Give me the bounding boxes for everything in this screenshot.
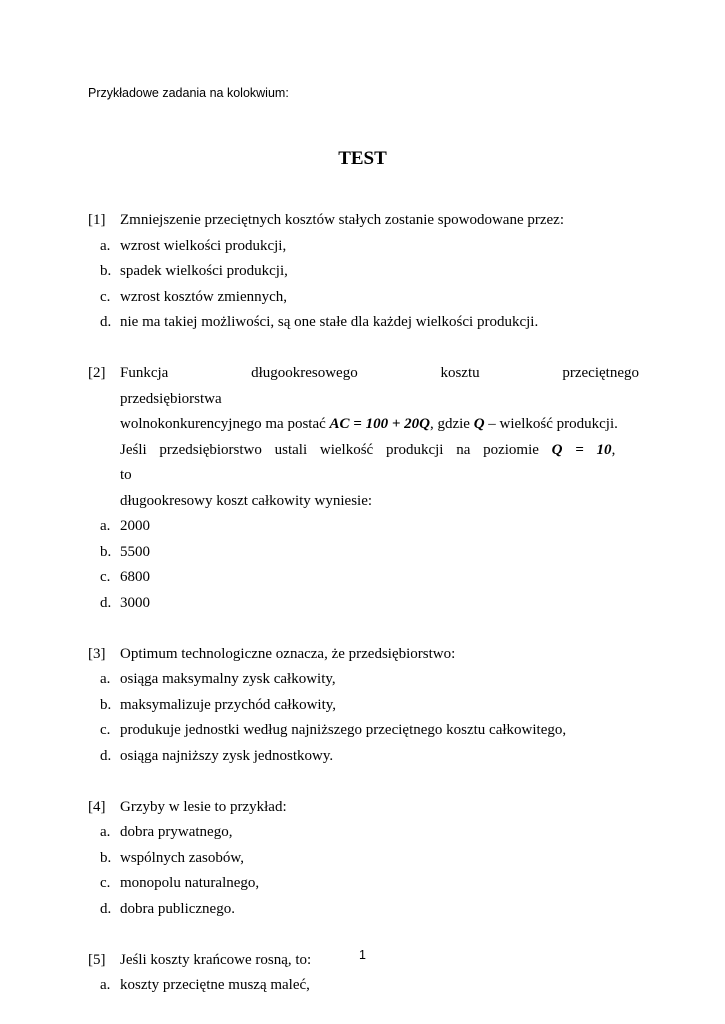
answer-c [88,285,639,311]
answer-b [88,846,639,872]
page-header: Przykładowe zadania na kolokwium: [88,86,289,100]
question-text: Jeśli koszty krańcowe rosną, to: [120,951,312,968]
answer-letter: a. [100,518,111,534]
test-content [88,208,639,1024]
answer-letter: d. [100,314,112,330]
page-number: 1 [359,948,366,962]
question-text-line-1: Funkcja długookresowego kosztu przeciętnego przedsiębiorstwa [120,365,639,407]
answer-c [88,718,639,744]
answer-letter: b. [100,849,112,866]
variable-q: Q [473,416,485,432]
question-1 [88,208,639,336]
answer-text: wspólnych zasobów, [120,849,245,866]
answer-text: wzrost wielkości produkcji, [120,237,287,254]
answer-text: nie ma takiej możliwości, są one stałe dla każdej wielkości produkcji. [120,314,539,330]
answer-a [88,514,639,540]
equation-q: Q = 10 [551,441,612,458]
answer-letter: c. [100,288,111,305]
question-4 [88,795,639,923]
answer-d [88,897,639,923]
answer-c [88,871,639,897]
answer-text: 6800 [120,569,150,585]
question-text-line-3 [120,438,639,489]
question-text: Zmniejszenie przeciętnych kosztów stałych zostanie spowodowane przez: [120,212,565,228]
text-segment: , gdzie [429,416,474,432]
question-text: Optimum technologiczne oznacza, że przedsiębiorstwo: [120,645,456,662]
answer-b [88,259,639,285]
question-number: [4] [88,798,106,815]
answer-letter: a. [100,824,111,840]
question-3 [88,642,639,770]
answer-text: monopolu naturalnego, [120,875,260,891]
answer-b [88,540,639,566]
answer-text: produkuje jednostki według najniższego przeciętnego kosztu całkowitego, [120,722,567,738]
text-segment: – wielkość produkcji. [484,416,618,432]
question-text-line-2 [120,412,639,438]
answer-text: 3000 [120,594,150,611]
answer-text: 2000 [120,518,150,534]
question-number: [3] [88,645,106,662]
answer-text: dobra prywatnego, [120,824,233,840]
answer-letter: c. [100,875,111,891]
answer-letter: d. [100,747,112,764]
answer-a [88,820,639,846]
question-2 [88,361,639,616]
answer-text: koszty przeciętne muszą maleć, [120,977,310,993]
question-text: Grzyby w lesie to przykład: [120,798,287,815]
answer-c [88,565,639,591]
answer-letter: b. [100,543,112,560]
answer-b [88,693,639,719]
answer-a [88,234,639,260]
question-text-line-4: długookresowy koszt całkowity wyniesie: [120,492,373,509]
answer-letter: b. [100,696,112,713]
answer-letter: c. [100,722,111,738]
text-segment: wolnokonkurencyjnego ma postać [120,416,330,432]
text-segment: Jeśli przedsiębiorstwo ustali wielkość produkcji na poziomie [120,441,552,458]
answer-text: dobra publicznego. [120,900,235,917]
answer-letter: a. [100,671,111,687]
answer-d [88,744,639,770]
answer-letter: c. [100,569,111,585]
answer-d [88,310,639,336]
answer-letter: d. [100,594,112,611]
answer-text: osiąga najniższy zysk jednostkowy. [120,747,334,764]
text-segment: , to [120,441,616,483]
answer-text: maksymalizuje przychód całkowity, [120,696,337,713]
answer-letter: a. [100,237,111,254]
question-number: [1] [88,212,106,228]
question-number: [5] [88,951,106,968]
answer-letter: a. [100,977,111,993]
page-title: TEST [338,148,387,169]
answer-text: wzrost kosztów zmiennych, [120,288,288,305]
answer-letter: b. [100,263,112,279]
question-number: [2] [88,365,106,381]
answer-a [88,973,639,999]
answer-a [88,667,639,693]
answer-text: spadek wielkości produkcji, [120,263,288,279]
answer-text: osiąga maksymalny zysk całkowity, [120,671,336,687]
answer-d [88,591,639,617]
answer-text: 5500 [120,543,150,560]
answer-letter: d. [100,900,112,917]
equation-ac: AC = 100 + 20Q [329,416,430,432]
